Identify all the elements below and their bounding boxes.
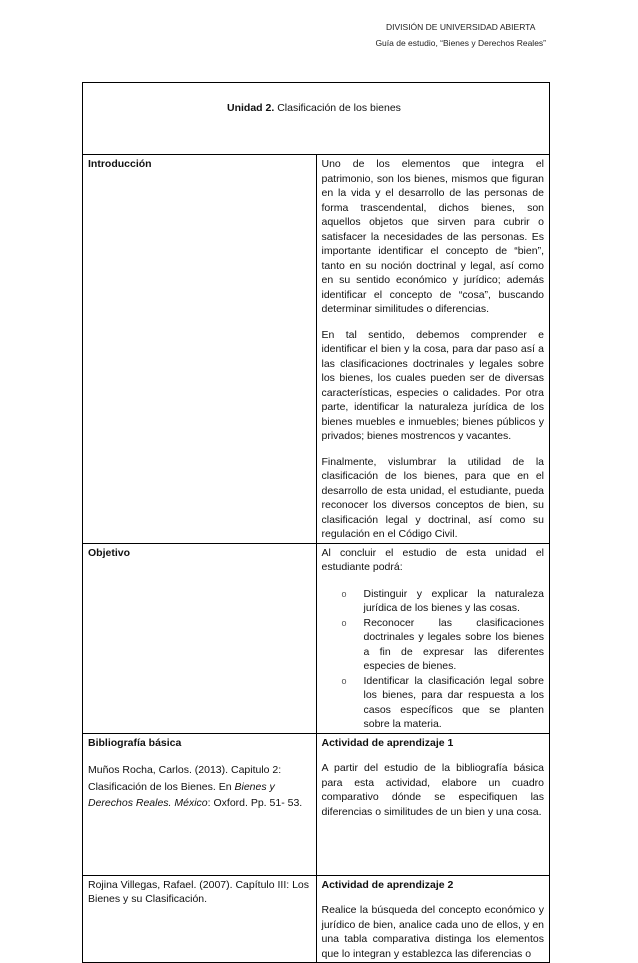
unit-title: Clasificación de los bienes: [277, 102, 401, 114]
reference-1-text: Muños Rocha, Carlos. (2013). Capitulo 2: Clasificación de los Bienes. En: [88, 764, 282, 793]
bibliografia-reference-1: [88, 762, 311, 812]
objetivo-label: Objetivo: [83, 543, 317, 733]
objetivo-item: [341, 616, 545, 674]
objetivo-item-text: Identificar la clasificación legal sobre los bienes, para dar respuesta a los casos específicos que se planten sobre la materia.: [363, 674, 544, 730]
actividad-2-title: Actividad de aprendizaje 2: [321, 878, 454, 891]
reference-1-place: México: [174, 797, 208, 809]
unit-title-cell: [83, 83, 550, 155]
introduccion-row: [83, 155, 550, 544]
header-institution: DIVISIÓN DE UNIVERSIDAD ABIERTA: [386, 22, 536, 32]
reference-1-publisher: : Oxford. Pp. 51- 53.: [207, 797, 303, 809]
objetivo-list: [322, 587, 545, 732]
actividad-1-title: Actividad de aprendizaje 1: [321, 736, 454, 749]
unit-title-row: [83, 83, 550, 155]
introduccion-paragraph-2: En tal sentido, debemos comprender e identificar el bien y la cosa, para dar paso así a las clasificaciones doctrinales y legales sobre los bienes, los cuales pueden ser de diversas características, especies o calidades. Por otra parte, identificar la naturaleza jurídica de los bienes muebles e inmuebles; bienes públicos y privados; bienes mostrencos y vacantes.: [321, 328, 544, 442]
bullet-circle-icon: o: [341, 675, 347, 686]
actividad-2-cell: [316, 875, 550, 963]
introduccion-paragraph-1: Uno de los elementos que integra el patrimonio, son los bienes, mismos que figuran en la vida y el desarrollo de las personas de forma trascendental, dichos bienes, son aquellos objetos que sirven para cubrir o satisfacer la necesidades de las personas. Es importante identificar el concepto de “bien”, tanto en su noción doctrinal y legal, así como en su sentido económico y jurídico; además identificar el concepto de “cosa”, buscando determinar similitudes o diferencias.: [321, 158, 544, 315]
bibliografia-cell: [83, 733, 317, 875]
actividad-1-text: A partir del estudio de la bibliografía básica para esta actividad, elabore un cuadro comparativo dónde se especifiquen las diferencias o similitudes de un bien y una cosa.: [321, 762, 544, 818]
unit-label: Unidad 2.: [227, 102, 275, 114]
objetivo-intro: Al concluir el estudio de esta unidad el estudiante podrá:: [321, 546, 544, 573]
actividad-1-cell: [316, 733, 550, 875]
page-header: [375, 19, 546, 51]
objetivo-item-text: Reconocer las clasificaciones doctrinales y legales sobre los bienes a fin de expresar las diferentes especies de bienes.: [363, 616, 544, 672]
bibliografia-row: [83, 733, 550, 875]
objetivo-row: [83, 543, 550, 733]
objetivo-item: [341, 674, 545, 732]
bibliografia-label: Bibliografía básica: [88, 736, 182, 749]
bullet-circle-icon: o: [341, 617, 347, 628]
actividad-2-row: [83, 875, 550, 963]
introduccion-content: [316, 155, 550, 544]
bibliografia-reference-2: Rojina Villegas, Rafael. (2007). Capítulo III: Los Bienes y su Clasificación.: [88, 878, 310, 905]
bibliografia-reference-2-cell: [83, 875, 317, 963]
unit-table: [82, 82, 550, 963]
reference-1-book-title: Bienes y Derechos Reales.: [88, 780, 275, 809]
introduccion-label: Introducción: [83, 155, 317, 544]
objetivo-item-text: Distinguir y explicar la naturaleza jurídica de los bienes y las cosas.: [363, 587, 544, 614]
objetivo-item: [341, 587, 545, 616]
introduccion-paragraph-3: Finalmente, vislumbrar la utilidad de la clasificación de los bienes, para que en el desarrollo de esta unidad, el estudiante, pueda reconocer los diversos conceptos de bien, su clasificación legal y doctrinal, así como su regulación en el Código Civil.: [321, 455, 544, 540]
header-guide-title: Guía de estudio, “Bienes y Derechos Reales”: [375, 38, 546, 48]
actividad-2-text: Realice la búsqueda del concepto económico y jurídico de bien, analice cada uno de ellos, y en una tabla comparativa distinga los elementos que lo integran y establezca las diferencias o: [321, 904, 544, 960]
objetivo-content: [316, 543, 550, 733]
bullet-circle-icon: o: [341, 588, 347, 599]
